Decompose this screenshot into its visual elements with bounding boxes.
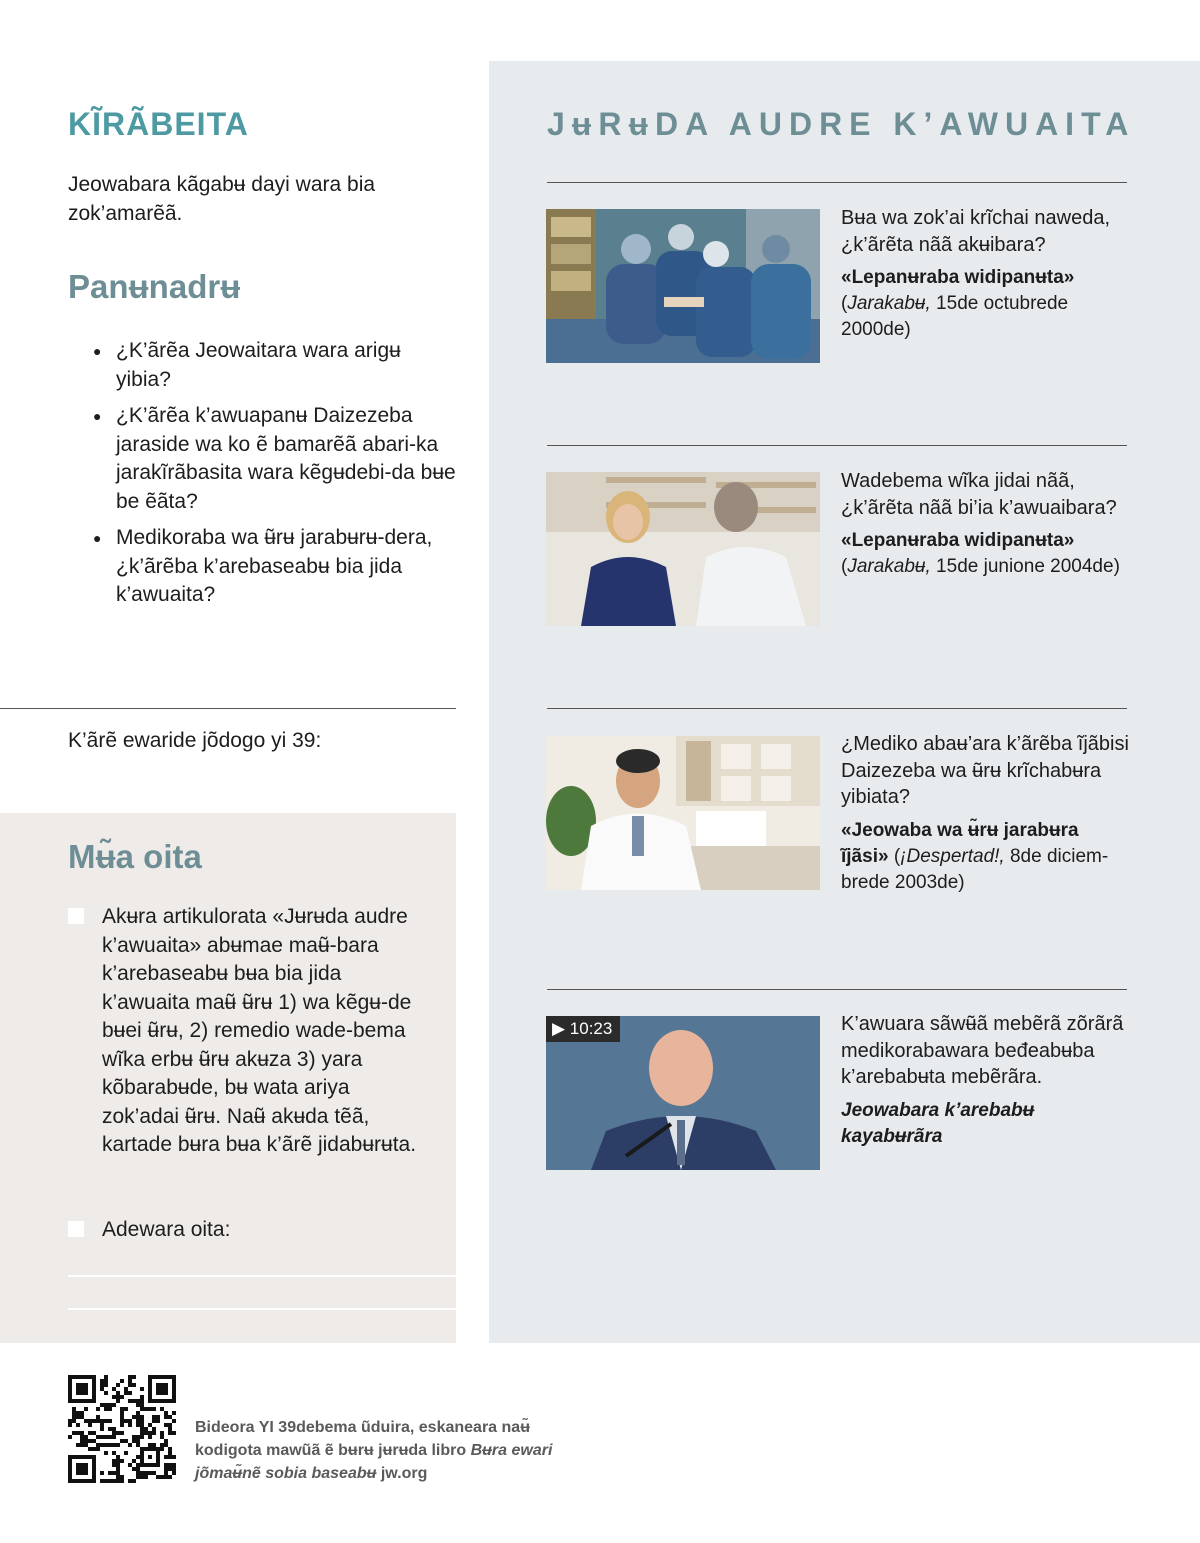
summary-text: Jeowabara kãgabʉ dayi wara bia zok’amarẽã. — [68, 173, 376, 225]
explore-question: ¿Mediko abaʉ’ara k’ãrẽba ĩjãbisi Daizezeba wa ʉ̃rʉ krĩchabʉra yibiata? — [841, 733, 1129, 808]
explore-item — [841, 468, 1131, 580]
qr-code-icon — [68, 1375, 176, 1483]
explore-item — [841, 205, 1131, 343]
surgery-photo[interactable] — [546, 209, 820, 363]
doctor-desk-photo[interactable] — [546, 736, 820, 890]
divider — [547, 708, 1127, 709]
review-list — [90, 337, 460, 618]
review-item: ● ¿K’ãrẽa Jeowaitara wara arigʉ yibia? — [93, 339, 401, 391]
patient-doctor-photo[interactable] — [546, 472, 820, 626]
other-item-text: Adewara oita: — [102, 1218, 231, 1241]
source-title-link[interactable]: «Lepanʉraba widipanʉta» — [841, 267, 1075, 288]
footer-text: Bideora YI 39debema ũduira, eskaneara naʉ̃ kodigota mawũã ẽ bʉrʉ jʉrʉda libro Bʉra ewari jõmaʉ̃nẽ sobia baseabʉ jw.org — [195, 1419, 553, 1482]
explore-source[interactable]: «Lepanʉraba widipanʉta» (Jarakabʉ, 15de octubrede 2000de) — [841, 267, 1075, 340]
summary-title: KĨRÃBEITA — [68, 106, 249, 142]
video-duration-badge: ▶ 10:23 — [546, 1016, 620, 1042]
explore-question: K’awuara sãwʉ̃ã mebẽrã zõrãrã medikorabawara beđeabʉba k’arebabʉta mebẽrãra. — [841, 1013, 1124, 1088]
checkbox[interactable] — [68, 908, 84, 924]
explore-question: Wadebema wĩka jidai nãã, ¿k’ãrẽta nãã bi’ia k’awuaibara? — [841, 470, 1117, 519]
bullet-icon: ● — [93, 530, 102, 546]
source-title-link[interactable]: «Lepanʉraba widipanʉta» — [841, 530, 1075, 551]
explore-question: Bʉa wa zok’ai krĩchai naweda, ¿k’ãrẽta nãã akʉibara? — [841, 207, 1111, 256]
divider — [547, 445, 1127, 446]
explore-source[interactable] — [841, 1098, 1131, 1150]
divider — [547, 989, 1127, 990]
review-item: ● ¿K’ãrẽa k’awuapanʉ Daizezeba jaraside wa ko ẽ bamarẽã abari-ka jarakĩrãbasita wara kẽgʉdebi-da bʉe be ẽãta? — [93, 404, 456, 513]
review-title: Panʉnadrʉ — [68, 268, 241, 305]
try-checkbox-item[interactable] — [68, 903, 432, 1160]
answer-label: K’ãrẽ ewaride jõdogo yi 39: — [68, 729, 322, 752]
bullet-icon: ● — [93, 343, 102, 359]
doctor-image-icon — [546, 736, 820, 890]
write-line[interactable] — [68, 1275, 456, 1277]
divider — [547, 182, 1127, 183]
review-item: ● Medikoraba wa ʉ̃rʉ jarabʉrʉ-dera, ¿k’ãrẽba k’arebaseabʉ bia jida k’awuaita? — [93, 526, 433, 606]
try-title: Mʉ̃a oita — [68, 838, 202, 875]
explore-source[interactable]: «Lepanʉraba widipanʉta» (Jarakabʉ, 15de junione 2004de) — [841, 530, 1120, 577]
checkbox[interactable] — [68, 1221, 84, 1237]
other-checkbox-item[interactable] — [68, 1216, 432, 1245]
write-line[interactable] — [68, 1308, 456, 1310]
explore-item — [841, 1011, 1131, 1150]
speaker-video-thumbnail[interactable] — [546, 1016, 820, 1170]
source-title-link[interactable]: «Jeowaba wa ʉ̃rʉ jarabʉra ĩjãsi» — [841, 819, 1079, 867]
video-title-link[interactable]: Jeowabara k’arebabʉ kayabʉrãra — [841, 1099, 1035, 1147]
divider — [0, 708, 456, 709]
explore-item — [841, 731, 1131, 896]
consultation-image-icon — [546, 472, 820, 626]
qr-code[interactable] — [68, 1375, 176, 1483]
bullet-icon: ● — [93, 408, 102, 424]
surgery-image-icon — [546, 209, 820, 363]
explore-source[interactable]: «Jeowaba wa ʉ̃rʉ jarabʉra ĩjãsi» (¡Despertad!, 8de diciem-brede 2003de) — [841, 819, 1109, 893]
try-item-text: Akʉra artikulorata «Jʉrʉda audre k’awuaita» abʉmae maʉ̃-bara k’arebaseabʉ bʉa bia jida k’awuaita maʉ̃ ʉ̃rʉ 1) wa kẽgʉ-de bʉei ʉ̃rʉ, 2) remedio wade-bema wĩka erbʉ ʉ̃rʉ akʉza 3) yara kõbarabʉde, bʉ wata ariya zok’adai ʉ̃rʉ. Naʉ̃ akʉda tẽã, kartade bʉra bʉa k’ãrẽ jidabʉrʉta. — [102, 905, 417, 1156]
explore-title: JʉRʉDA AUDRE K’AWUAITA — [547, 106, 1136, 142]
